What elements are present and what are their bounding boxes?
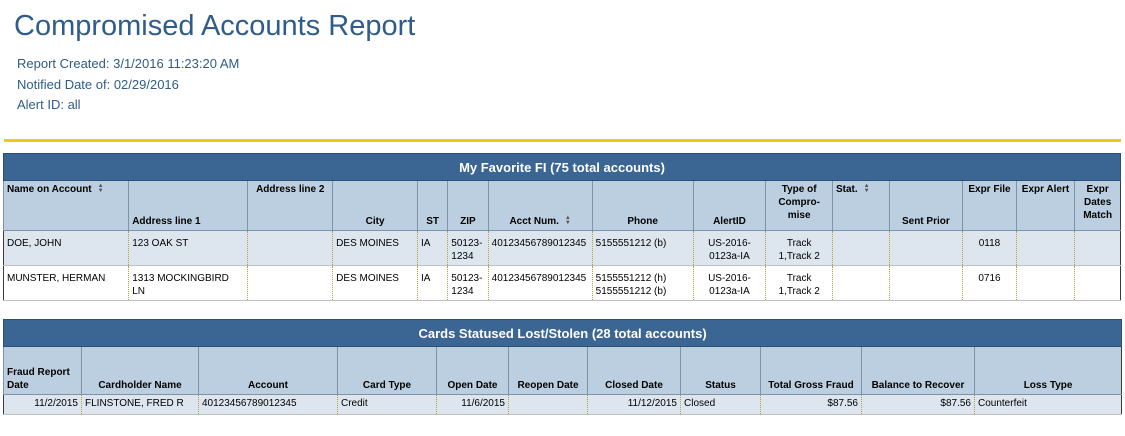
col-card-type: Card Type	[338, 347, 437, 395]
cell-st: IA	[417, 266, 447, 301]
cell-sent-prior	[889, 231, 963, 266]
cell-alertid: US-2016-0123a-IA	[693, 266, 766, 301]
cell-city: DES MOINES	[333, 266, 418, 301]
cell-expr-match	[1075, 266, 1121, 301]
col-name-on-account[interactable]: Name on Account ▲ ▼	[4, 181, 129, 231]
col-st: ST	[417, 181, 447, 231]
cell-address1: 1313 MOCKINGBIRD LN	[129, 266, 248, 301]
col-expr-alert: Expr Alert	[1016, 181, 1075, 231]
cell-name: MUNSTER, HERMAN	[4, 266, 129, 301]
cell-expr-file: 0716	[963, 266, 1017, 301]
col-closed-date: Closed Date	[588, 347, 681, 395]
cell-loss-type: Counterfeit	[975, 395, 1122, 415]
cell-card-type: Credit	[338, 395, 437, 415]
col-address-line-1: Address line 1	[129, 181, 248, 231]
col-reopen-date: Reopen Date	[509, 347, 588, 395]
cell-address1: 123 OAK ST	[129, 231, 248, 266]
cell-acct: 40123456789012345	[488, 266, 592, 301]
divider-rule	[4, 139, 1121, 142]
cell-open-date: 11/6/2015	[437, 395, 509, 415]
col-cardholder-name: Cardholder Name	[82, 347, 199, 395]
col-sent-prior: Sent Prior	[889, 181, 963, 231]
col-loss-type: Loss Type	[975, 347, 1122, 395]
cell-expr-file: 0118	[963, 231, 1017, 266]
col-status: Status	[681, 347, 761, 395]
table-row	[4, 231, 1121, 266]
lost-stolen-table	[3, 319, 1122, 415]
col-balance-to-recover: Balance to Recover	[862, 347, 975, 395]
cell-city: DES MOINES	[333, 231, 418, 266]
cell-stat	[832, 266, 889, 301]
cell-type: Track 1,Track 2	[766, 266, 833, 301]
cell-balance-to-recover: $87.56	[862, 395, 975, 415]
cell-address2	[248, 231, 333, 266]
sort-arrows-icon[interactable]: ▲ ▼	[564, 215, 571, 227]
section2-title: Cards Statused Lost/Stolen (28 total accounts)	[4, 320, 1122, 347]
cell-zip: 50123-1234	[448, 231, 488, 266]
cell-account: 40123456789012345	[199, 395, 338, 415]
section1-title: My Favorite FI (75 total accounts)	[4, 154, 1121, 181]
col-phone: Phone	[592, 181, 693, 231]
col-expr-file: Expr File	[963, 181, 1017, 231]
col-alertid: AlertID	[693, 181, 766, 231]
cell-acct: 40123456789012345	[488, 231, 592, 266]
cell-fraud-date: 11/2/2015	[4, 395, 82, 415]
table-row	[4, 395, 1122, 415]
cell-status: Closed	[681, 395, 761, 415]
table-row	[4, 266, 1121, 301]
cell-closed-date: 11/12/2015	[588, 395, 681, 415]
cell-alertid: US-2016-0123a-IA	[693, 231, 766, 266]
sort-arrows-icon[interactable]: ▲ ▼	[863, 183, 870, 195]
report-title: Compromised Accounts Report	[14, 10, 416, 42]
col-stat[interactable]: Stat. ▲ ▼	[832, 181, 889, 231]
col-open-date: Open Date	[437, 347, 509, 395]
col-total-gross-fraud: Total Gross Fraud	[761, 347, 862, 395]
cell-type: Track 1,Track 2	[766, 231, 833, 266]
col-type-of-compromise: Type of Compro-mise	[766, 181, 833, 231]
alert-id: Alert ID: all	[17, 97, 81, 112]
cell-expr-alert	[1016, 266, 1075, 301]
sort-arrows-icon[interactable]: ▲ ▼	[97, 183, 104, 195]
cell-cardholder: FLINSTONE, FRED R	[82, 395, 199, 415]
favorite-fi-table	[3, 153, 1121, 301]
cell-phone: 5155551212 (h) 5155551212 (b)	[592, 266, 693, 301]
cell-expr-alert	[1016, 231, 1075, 266]
col-account: Account	[199, 347, 338, 395]
cell-stat	[832, 231, 889, 266]
notified-date: Notified Date of: 02/29/2016	[17, 77, 179, 92]
cell-zip: 50123-1234	[448, 266, 488, 301]
cell-phone: 5155551212 (b)	[592, 231, 693, 266]
cell-sent-prior	[889, 266, 963, 301]
col-address-line-2: Address line 2	[248, 181, 333, 231]
cell-total-gross-fraud: $87.56	[761, 395, 862, 415]
col-expr-dates-match: Expr Dates Match	[1075, 181, 1121, 231]
col-fraud-report-date: Fraud Report Date	[4, 347, 82, 395]
report-created: Report Created: 3/1/2016 11:23:20 AM	[17, 56, 240, 71]
cell-reopen-date	[509, 395, 588, 415]
cell-st: IA	[417, 231, 447, 266]
cell-name: DOE, JOHN	[4, 231, 129, 266]
col-acct-num[interactable]: Acct Num. ▲ ▼	[488, 181, 592, 231]
cell-expr-match	[1075, 231, 1121, 266]
col-zip: ZIP	[448, 181, 488, 231]
col-city: City	[333, 181, 418, 231]
cell-address2	[248, 266, 333, 301]
